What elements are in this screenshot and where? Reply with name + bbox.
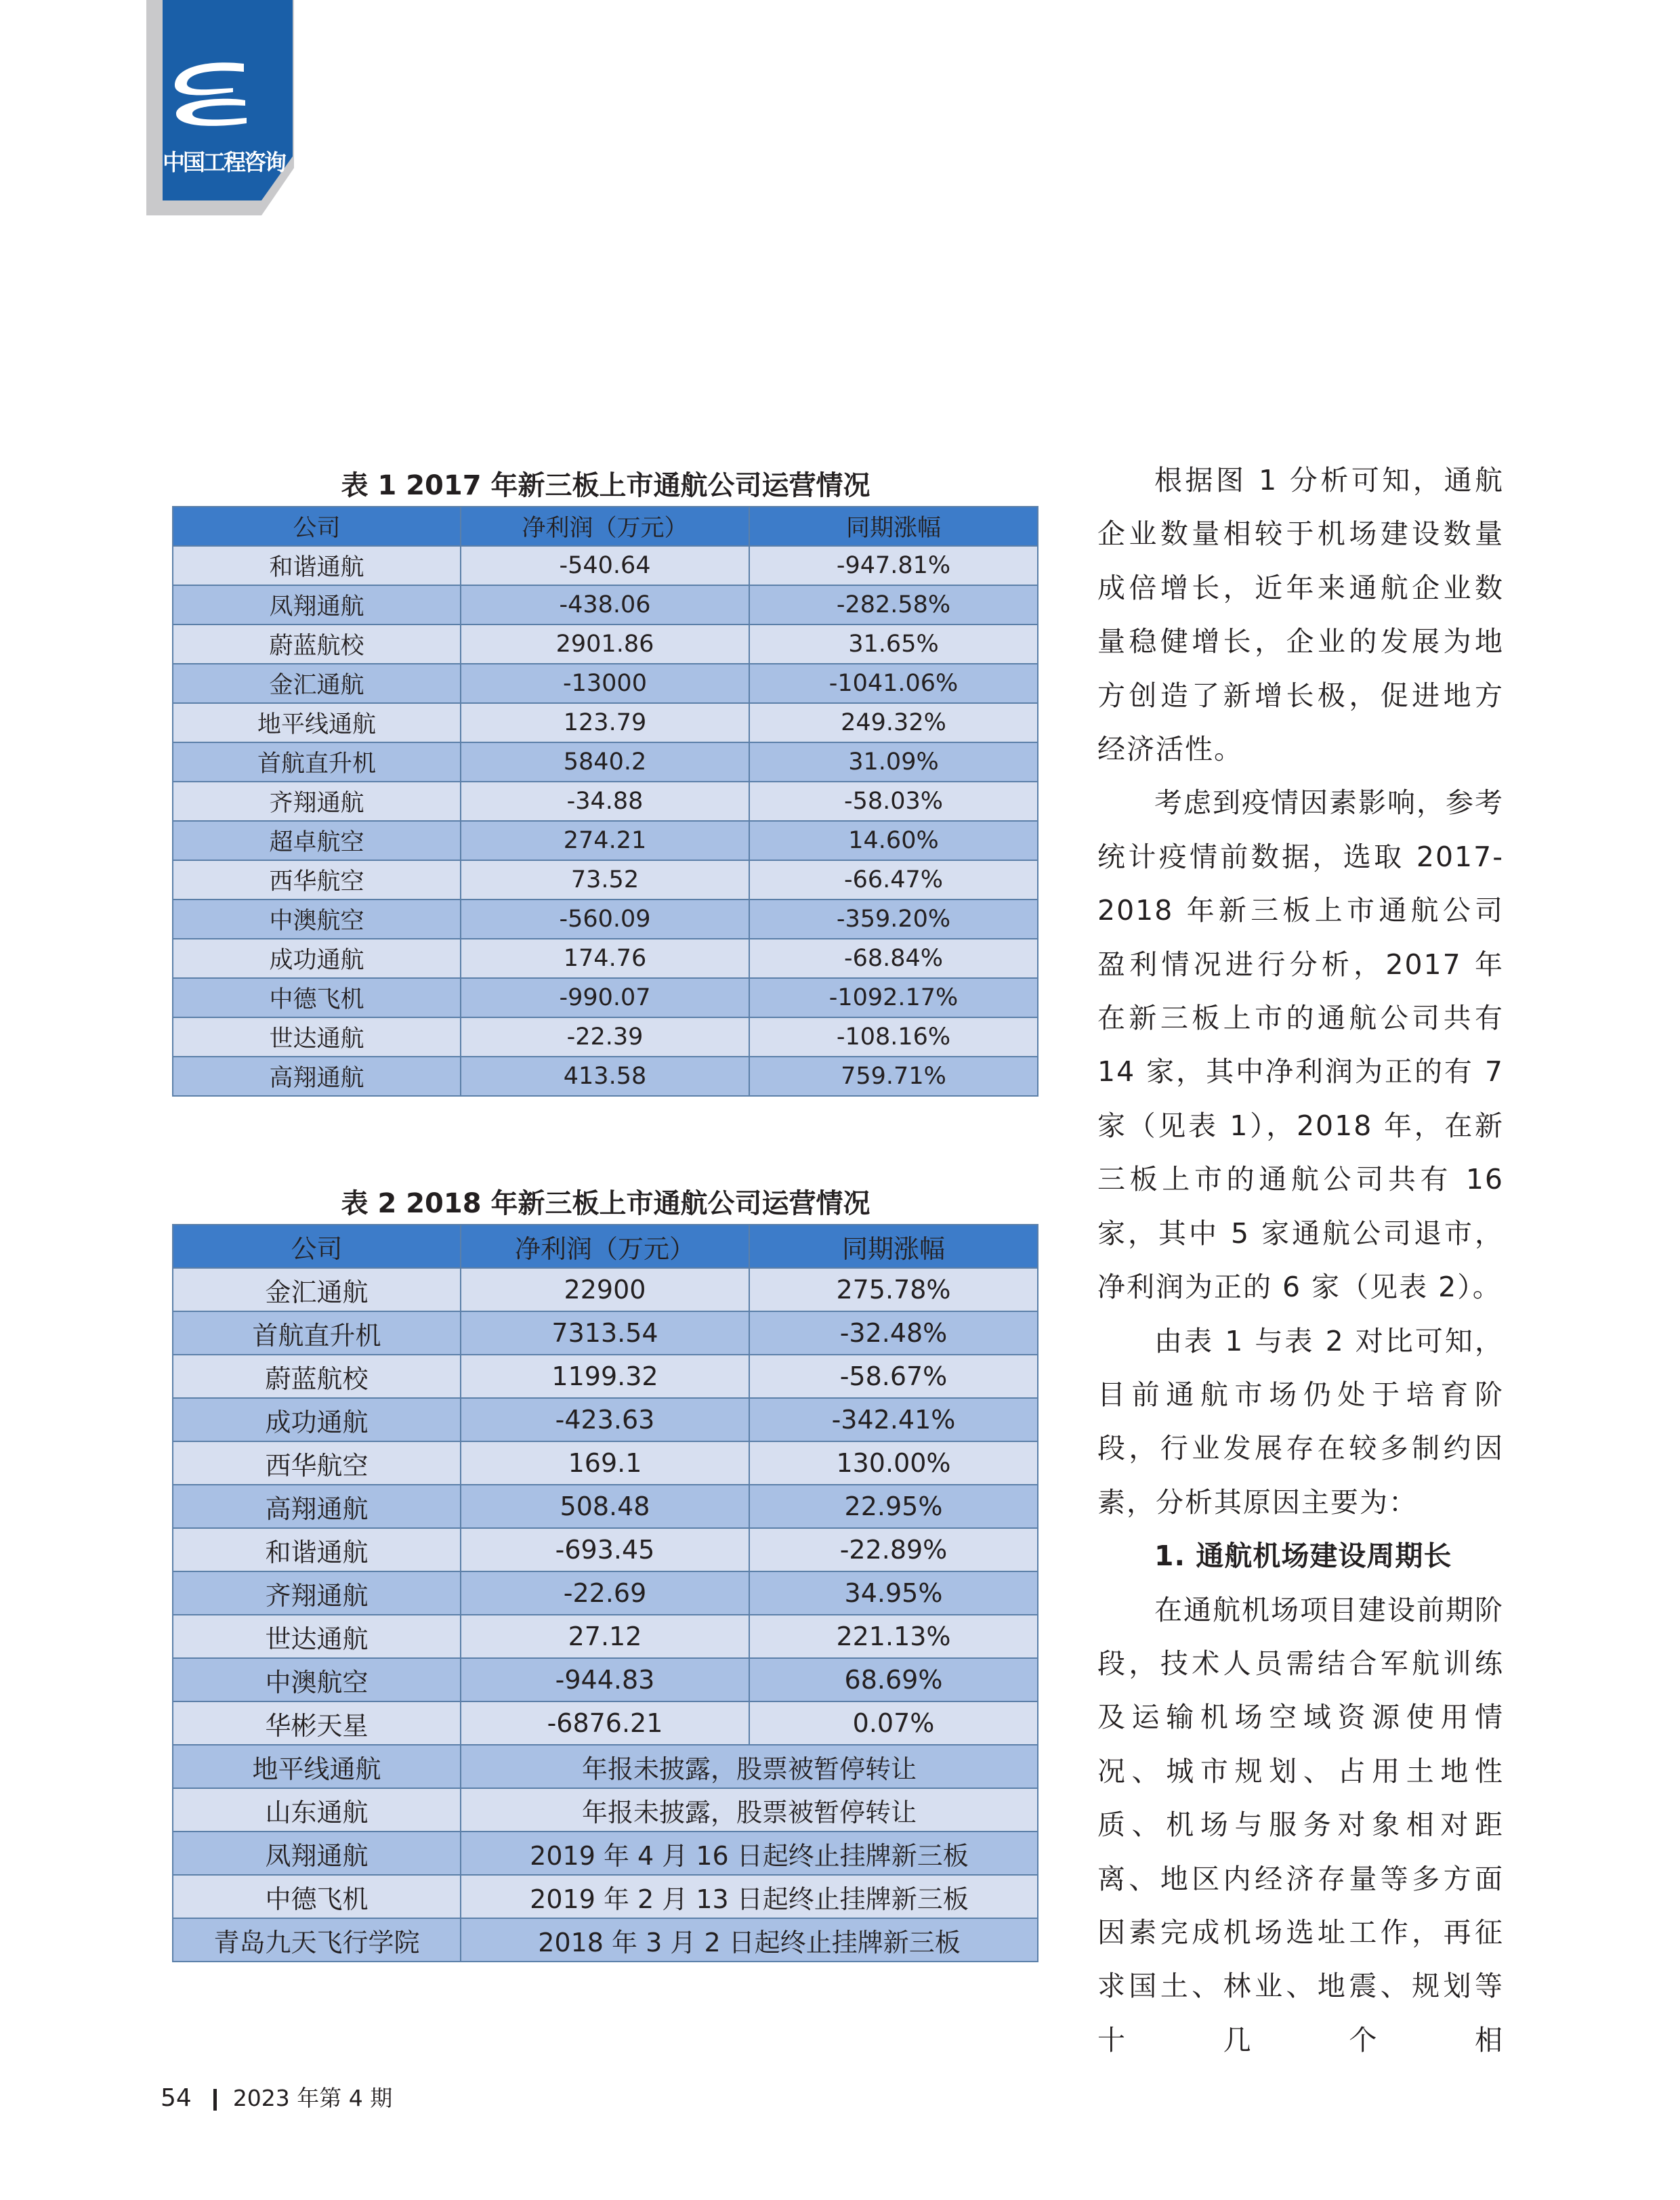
cell-growth: -66.47%: [749, 860, 1038, 900]
cell-company: 凤翔通航: [173, 585, 461, 625]
cell-net-profit: 123.79: [461, 703, 749, 742]
cell-company: 和谐通航: [173, 1528, 461, 1571]
cell-net-profit: 27.12: [461, 1615, 749, 1658]
cell-growth: 31.09%: [749, 742, 1038, 782]
table2-title: 表 2 2018 年新三板上市通航公司运营情况: [341, 1188, 870, 1219]
cell-company: 和谐通航: [173, 546, 461, 585]
cell-company: 中德飞机: [173, 1875, 461, 1918]
cell-net-profit: -944.83: [461, 1658, 749, 1701]
table-row: [173, 1311, 1038, 1355]
table-row: [173, 585, 1038, 625]
cell-growth: -108.16%: [749, 1017, 1038, 1057]
cell-growth: -58.67%: [749, 1355, 1038, 1398]
ciecc-logo-icon: [168, 58, 249, 133]
page-number: 54: [161, 2084, 192, 2112]
article-body: [1097, 454, 1504, 2067]
section-heading: 1. 通航机场建设周期长: [1154, 1540, 1452, 1573]
cell-company: 世达通航: [173, 1017, 461, 1057]
cell-net-profit: 174.76: [461, 939, 749, 978]
cell-growth: -947.81%: [749, 546, 1038, 585]
cell-net-profit: -540.64: [461, 546, 749, 585]
cell-company: 世达通航: [173, 1615, 461, 1658]
cell-net-profit: -990.07: [461, 978, 749, 1017]
cell-net-profit: 22900: [461, 1268, 749, 1311]
cell-company: 山东通航: [173, 1788, 461, 1832]
cell-net-profit: 169.1: [461, 1441, 749, 1485]
cell-company: 高翔通航: [173, 1057, 461, 1096]
cell-company: 青岛九天飞行学院: [173, 1918, 461, 1962]
cell-growth: 22.95%: [749, 1485, 1038, 1528]
cell-note: 2019 年 4 月 16 日起终止挂牌新三板: [461, 1832, 1038, 1875]
cell-company: 地平线通航: [173, 1745, 461, 1788]
table-row: [173, 860, 1038, 900]
table1-header-row: [173, 507, 1038, 546]
cell-growth: 275.78%: [749, 1268, 1038, 1311]
table-row: [173, 1875, 1038, 1918]
table-row: [173, 1355, 1038, 1398]
cell-company: 中澳航空: [173, 1658, 461, 1701]
cell-net-profit: -423.63: [461, 1398, 749, 1441]
cell-company: 成功通航: [173, 1398, 461, 1441]
cell-company: 蔚蓝航校: [173, 1355, 461, 1398]
table-row: [173, 1918, 1038, 1962]
logo-text: 中国工程咨询: [163, 149, 285, 175]
table2: [172, 1224, 1038, 1962]
column-header-net-profit: 净利润（万元）: [461, 507, 749, 546]
table-row: [173, 1788, 1038, 1832]
table-row: [173, 1398, 1038, 1441]
column-header-growth: 同期涨幅: [749, 1225, 1038, 1268]
cell-company: 中澳航空: [173, 900, 461, 939]
cell-net-profit: -22.69: [461, 1571, 749, 1615]
table-row: [173, 1057, 1038, 1096]
cell-note: 2018 年 3 月 2 日起终止挂牌新三板: [461, 1918, 1038, 1962]
table-row: [173, 1701, 1038, 1745]
table2-header-row: [173, 1225, 1038, 1268]
cell-growth: 221.13%: [749, 1615, 1038, 1658]
cell-growth: 31.65%: [749, 625, 1038, 664]
cell-company: 蔚蓝航校: [173, 625, 461, 664]
cell-growth: 0.07%: [749, 1701, 1038, 1745]
page-footer: [161, 2081, 392, 2113]
cell-net-profit: 5840.2: [461, 742, 749, 782]
cell-growth: 14.60%: [749, 821, 1038, 860]
cell-note: 2019 年 2 月 13 日起终止挂牌新三板: [461, 1875, 1038, 1918]
cell-net-profit: -13000: [461, 664, 749, 703]
table-row: [173, 625, 1038, 664]
paragraph: 由表 1 与表 2 对比可知，目前通航市场仍处于培育阶段，行业发展存在较多制约因素，分析其原因主要为：: [1097, 1324, 1504, 1519]
column-header-company: 公司: [173, 507, 461, 546]
cell-company: 高翔通航: [173, 1485, 461, 1528]
table-row: [173, 1832, 1038, 1875]
cell-growth: 759.71%: [749, 1057, 1038, 1096]
cell-growth: -1092.17%: [749, 978, 1038, 1017]
cell-company: 中德飞机: [173, 978, 461, 1017]
cell-net-profit: 73.52: [461, 860, 749, 900]
table-row: [173, 900, 1038, 939]
cell-growth: -282.58%: [749, 585, 1038, 625]
footer-divider: [213, 2089, 217, 2111]
cell-net-profit: 1199.32: [461, 1355, 749, 1398]
table1-title: 表 1 2017 年新三板上市通航公司运营情况: [341, 470, 870, 501]
cell-growth: -68.84%: [749, 939, 1038, 978]
cell-company: 西华航空: [173, 1441, 461, 1485]
column-header-growth: 同期涨幅: [749, 507, 1038, 546]
table-row: [173, 1615, 1038, 1658]
cell-growth: 249.32%: [749, 703, 1038, 742]
cell-note: 年报未披露，股票被暂停转让: [461, 1745, 1038, 1788]
cell-net-profit: 7313.54: [461, 1311, 749, 1355]
table-row: [173, 1745, 1038, 1788]
cell-growth: -22.89%: [749, 1528, 1038, 1571]
cell-growth: -359.20%: [749, 900, 1038, 939]
table-row: [173, 1268, 1038, 1311]
table-row: [173, 546, 1038, 585]
issue-label: 2023 年第 4 期: [232, 2085, 393, 2111]
cell-net-profit: -34.88: [461, 782, 749, 821]
table-row: [173, 1017, 1038, 1057]
table-row: [173, 1485, 1038, 1528]
cell-company: 西华航空: [173, 860, 461, 900]
cell-company: 华彬天星: [173, 1701, 461, 1745]
cell-company: 金汇通航: [173, 664, 461, 703]
cell-note: 年报未披露，股票被暂停转让: [461, 1788, 1038, 1832]
table-row: [173, 1528, 1038, 1571]
cell-company: 地平线通航: [173, 703, 461, 742]
cell-company: 首航直升机: [173, 1311, 461, 1355]
column-header-company: 公司: [173, 1225, 461, 1268]
cell-net-profit: 2901.86: [461, 625, 749, 664]
cell-growth: 130.00%: [749, 1441, 1038, 1485]
cell-net-profit: -438.06: [461, 585, 749, 625]
cell-net-profit: -693.45: [461, 1528, 749, 1571]
table-row: [173, 939, 1038, 978]
cell-growth: -58.03%: [749, 782, 1038, 821]
cell-growth: -32.48%: [749, 1311, 1038, 1355]
cell-net-profit: 508.48: [461, 1485, 749, 1528]
cell-company: 齐翔通航: [173, 1571, 461, 1615]
cell-net-profit: -560.09: [461, 900, 749, 939]
table-row: [173, 978, 1038, 1017]
cell-company: 齐翔通航: [173, 782, 461, 821]
table1: [172, 506, 1038, 1097]
cell-growth: 34.95%: [749, 1571, 1038, 1615]
table-row: [173, 1441, 1038, 1485]
paragraph: 根据图 1 分析可知，通航企业数量相较于机场建设数量成倍增长，近年来通航企业数量稳健增长，企业的发展为地方创造了新增长极，促进地方经济活性。: [1097, 464, 1504, 766]
cell-company: 金汇通航: [173, 1268, 461, 1311]
table-row: [173, 1571, 1038, 1615]
table-row: [173, 703, 1038, 742]
table-row: [173, 782, 1038, 821]
table-row: [173, 821, 1038, 860]
cell-growth: 68.69%: [749, 1658, 1038, 1701]
table-row: [173, 1658, 1038, 1701]
cell-net-profit: -22.39: [461, 1017, 749, 1057]
cell-company: 超卓航空: [173, 821, 461, 860]
column-header-net-profit: 净利润（万元）: [461, 1225, 749, 1268]
cell-company: 成功通航: [173, 939, 461, 978]
cell-growth: -1041.06%: [749, 664, 1038, 703]
table-row: [173, 664, 1038, 703]
table-row: [173, 742, 1038, 782]
cell-net-profit: 274.21: [461, 821, 749, 860]
cell-company: 凤翔通航: [173, 1832, 461, 1875]
cell-net-profit: 413.58: [461, 1057, 749, 1096]
cell-growth: -342.41%: [749, 1398, 1038, 1441]
cell-net-profit: -6876.21: [461, 1701, 749, 1745]
paragraph: 考虑到疫情因素影响，参考统计疫情前数据，选取 2017-2018 年新三板上市通航公司盈利情况进行分析，2017 年在新三板上市的通航公司共有 14 家，其中净利润为正的有 7 家（见表 1），2018 年，在新三板上市的通航公司共有 16 家，其中 5 家通航公司退市，净利润为正的 6 家（见表 2）。: [1097, 786, 1504, 1304]
paragraph: 在通航机场项目建设前期阶段，技术人员需结合军航训练及运输机场空域资源使用情况、城市规划、占用土地性质、机场与服务对象相对距离、地区内经济存量等多方面因素完成机场选址工作，再征求国土、林业、地震、规划等十几个相: [1097, 1593, 1504, 2056]
cell-company: 首航直升机: [173, 742, 461, 782]
